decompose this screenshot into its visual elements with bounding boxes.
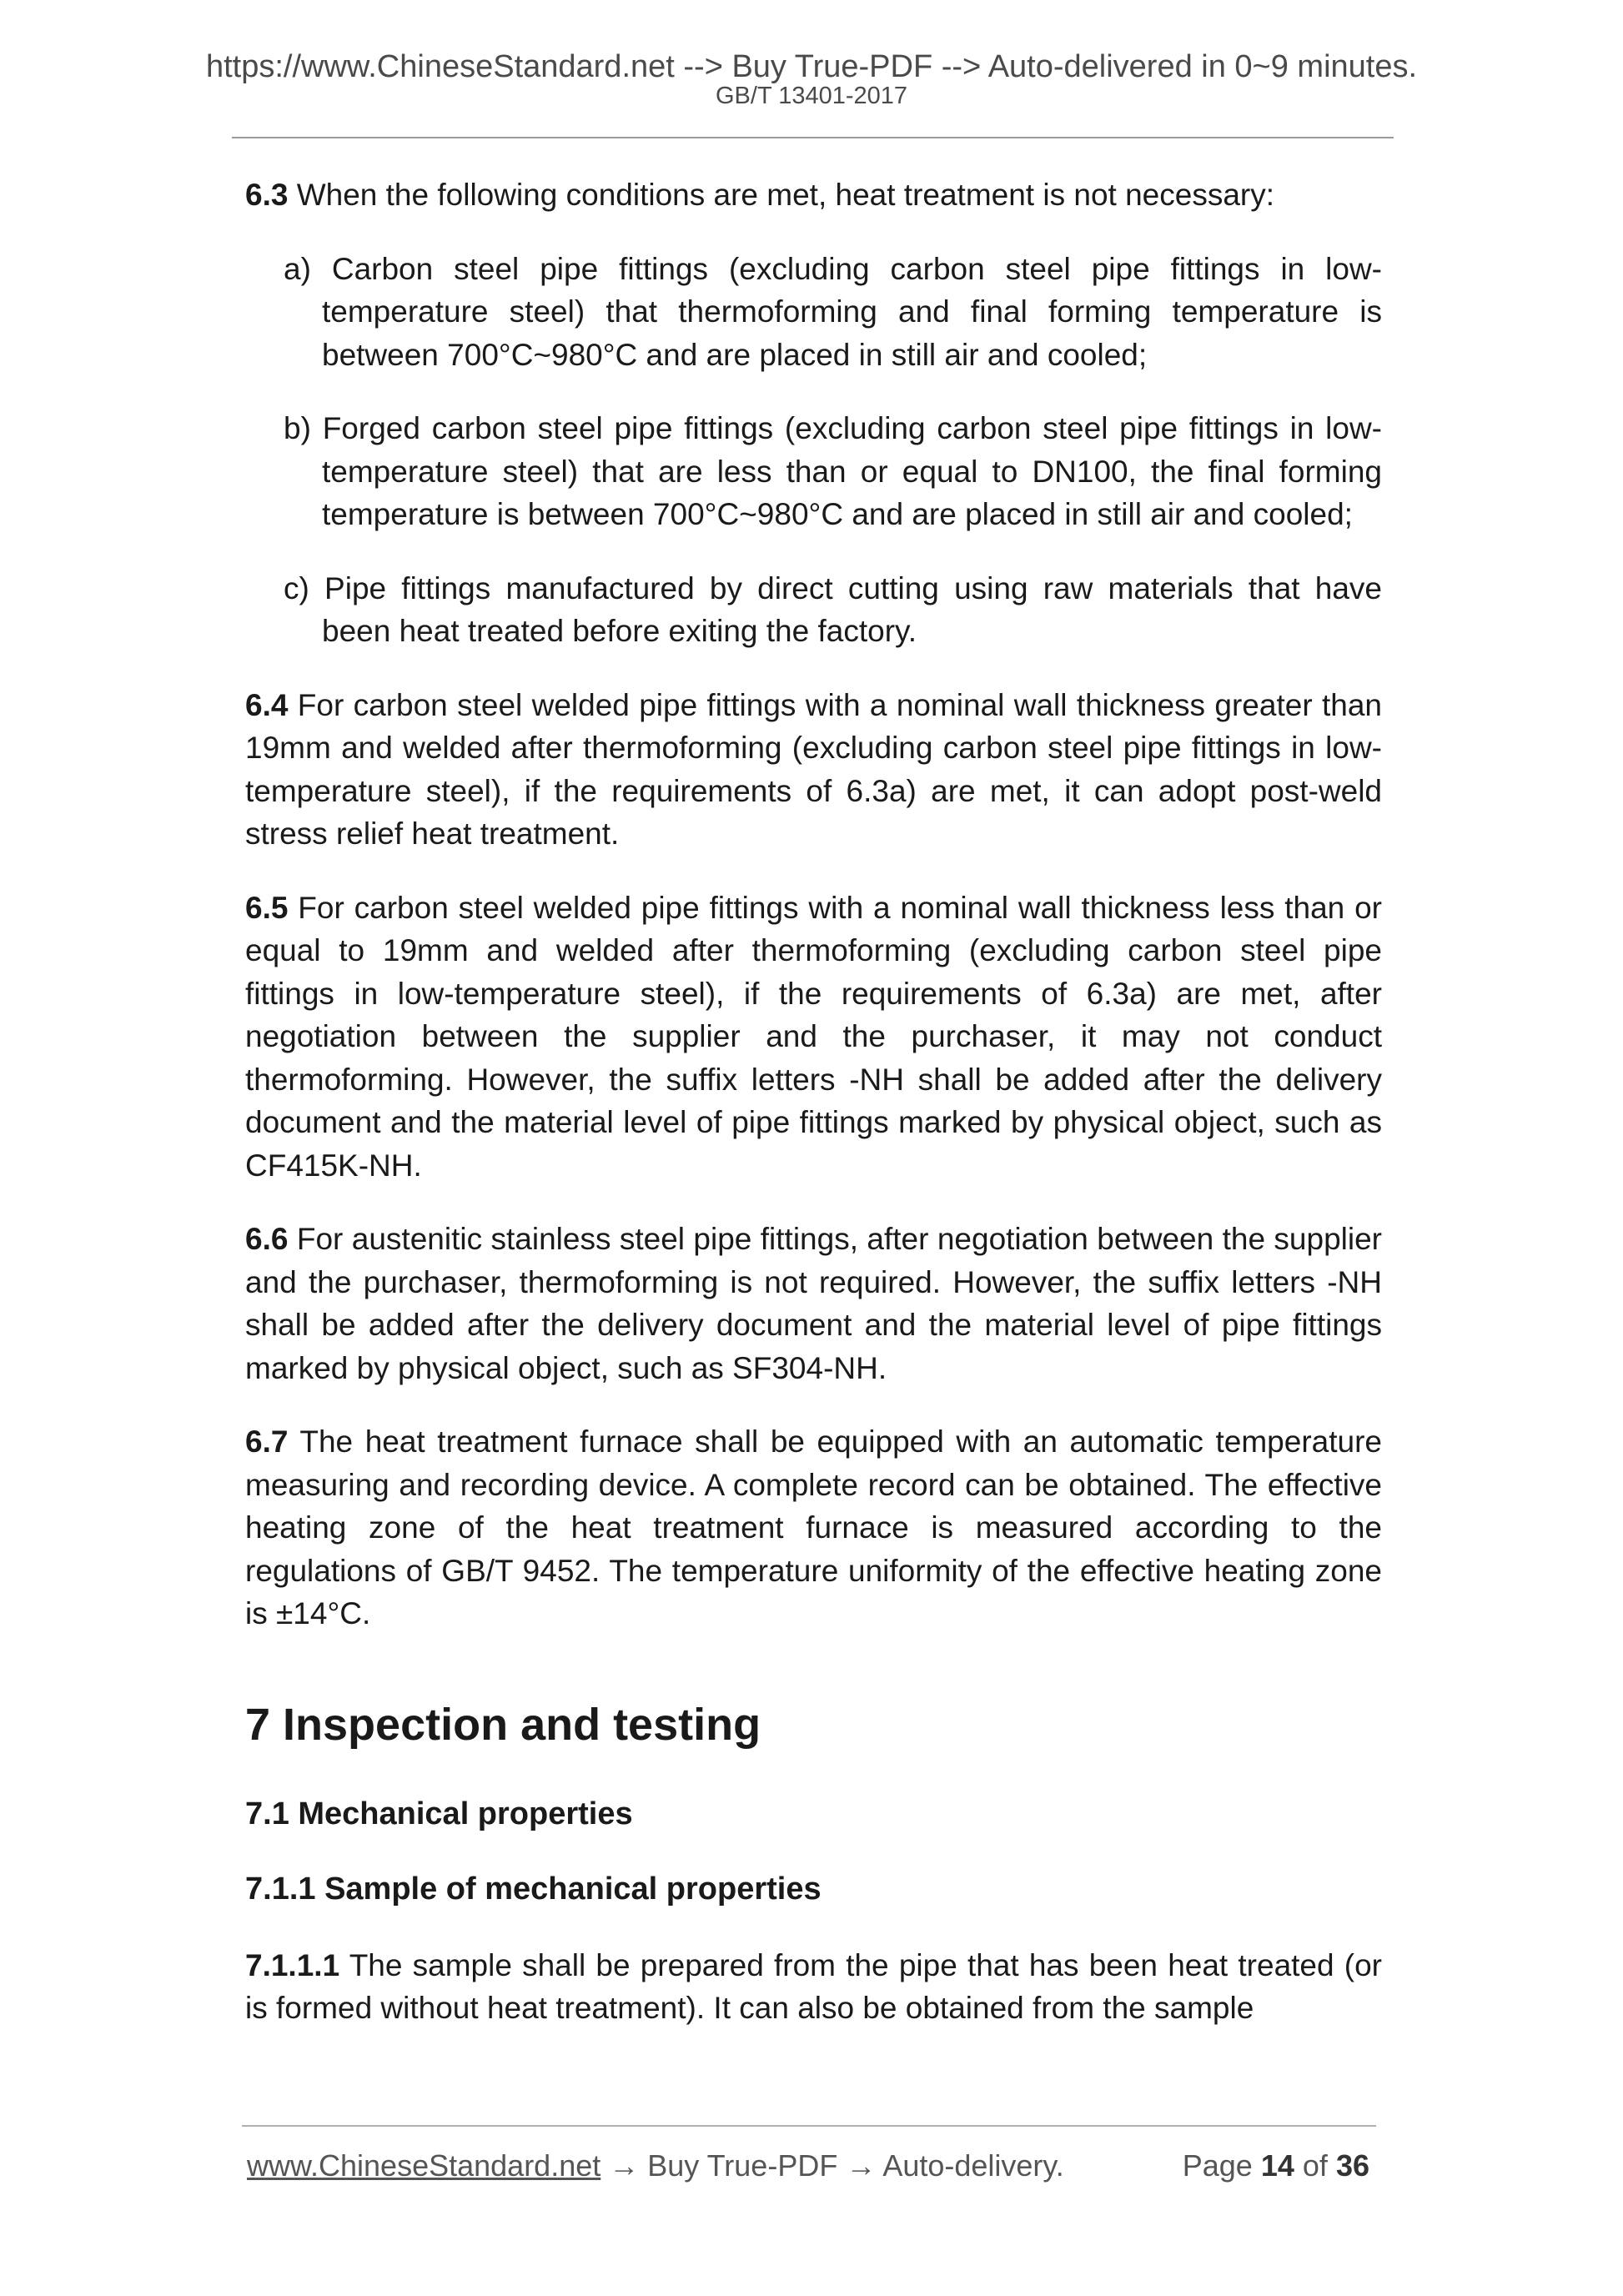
- footer-site-link[interactable]: www.ChineseStandard.net: [247, 2148, 601, 2183]
- clause-6-4: [245, 684, 1382, 856]
- clause-number: 6.7: [245, 1424, 289, 1459]
- clause-text: The sample shall be prepared from the pipe that has been heat treated (or is formed without heat treatment). It can also be obtained from the sample: [245, 1947, 1382, 2025]
- clause-number: 6.3: [245, 178, 289, 212]
- list-marker: c): [284, 570, 309, 605]
- page-of: of: [1302, 2148, 1328, 2183]
- subsection-heading-7-1: 7.1 Mechanical properties: [245, 1796, 633, 1831]
- document-body: [245, 173, 1382, 2061]
- clause-text: For carbon steel welded pipe fittings with a nominal wall thickness less than or equal to 19mm and welded after thermoforming (excluding carbon steel pipe fittings in low-temperature steel), if the requirements of 6.3a) are met, after negotiation between the supplier and the purchaser, it may not conduct thermoforming. However, the suffix letters -NH shall be added after the delivery document and the material level of pipe fittings marked by physical object, such as CF415K-NH.: [245, 890, 1382, 1183]
- list-item-c: [245, 567, 1382, 653]
- clause-text: When the following conditions are met, heat treatment is not necessary:: [296, 178, 1274, 212]
- clause-6-6: [245, 1218, 1382, 1389]
- page-current: 14: [1260, 2148, 1294, 2183]
- subsection-heading-7-1-1: 7.1.1 Sample of mechanical properties: [245, 1871, 822, 1907]
- clause-text: For carbon steel welded pipe fittings with a nominal wall thickness greater than 19mm and welded after thermoforming (excluding carbon steel pipe fittings in low-temperature steel), if the requirements of 6.3a) are met, it can adopt post-weld stress relief heat treatment.: [245, 687, 1382, 851]
- footer-tagline: → Buy True-PDF → Auto-delivery.: [600, 2148, 1064, 2183]
- header-divider: [232, 137, 1394, 138]
- page-total: 36: [1335, 2148, 1369, 2183]
- source-banner: https://www.ChineseStandard.net --> Buy True-PDF --> Auto-delivered in 0~9 minutes.: [205, 49, 1418, 84]
- clause-number: 6.4: [245, 687, 289, 722]
- footer-divider: [242, 2125, 1376, 2127]
- clause-text: The heat treatment furnace shall be equipped with an automatic temperature measuring and recording device. A complete record can be obtained. The effective heating zone of the heat treatment furnace is measured according to the regulations of GB/T 9452. The temperature uniformity of the effective heating zone is ±14°C.: [245, 1424, 1382, 1630]
- standard-code: GB/T 13401-2017: [715, 83, 908, 109]
- clause-number: 7.1.1.1: [245, 1947, 340, 1982]
- page-counter: [1183, 2145, 1369, 2187]
- clause-6-3: [245, 173, 1382, 217]
- list-marker: b): [284, 411, 311, 445]
- clause-number: 6.5: [245, 890, 289, 925]
- clause-number: 6.6: [245, 1222, 289, 1256]
- clause-6-7: [245, 1420, 1382, 1635]
- list-text: Forged carbon steel pipe fittings (excluding carbon steel pipe fittings in low-temperature steel) that are less than or equal to DN100, the final forming temperature is between 700°C~980°C and are placed in still air and cooled;: [322, 411, 1383, 531]
- clause-text: For austenitic stainless steel pipe fittings, after negotiation between the supplier and the purchaser, thermoforming is not required. However, the suffix letters -NH shall be added after the delivery document and the material level of pipe fittings marked by physical object, such as SF304-NH.: [245, 1222, 1382, 1385]
- list-text: Carbon steel pipe fittings (excluding carbon steel pipe fittings in low-temperature steel) that thermoforming and final forming temperature is between 700°C~980°C and are placed in still air and cooled;: [322, 251, 1383, 372]
- list-item-b: [245, 407, 1382, 536]
- list-marker: a): [284, 251, 311, 286]
- list-text: Pipe fittings manufactured by direct cutting using raw materials that have been heat treated before exiting the factory.: [322, 570, 1383, 648]
- page-label: Page: [1182, 2148, 1253, 2183]
- clause-7-1-1-1: [245, 1944, 1382, 2030]
- section-heading-7: 7 Inspection and testing: [245, 1699, 761, 1750]
- page-footer: [247, 2145, 1376, 2187]
- clause-6-5: [245, 887, 1382, 1188]
- list-item-a: [245, 248, 1382, 377]
